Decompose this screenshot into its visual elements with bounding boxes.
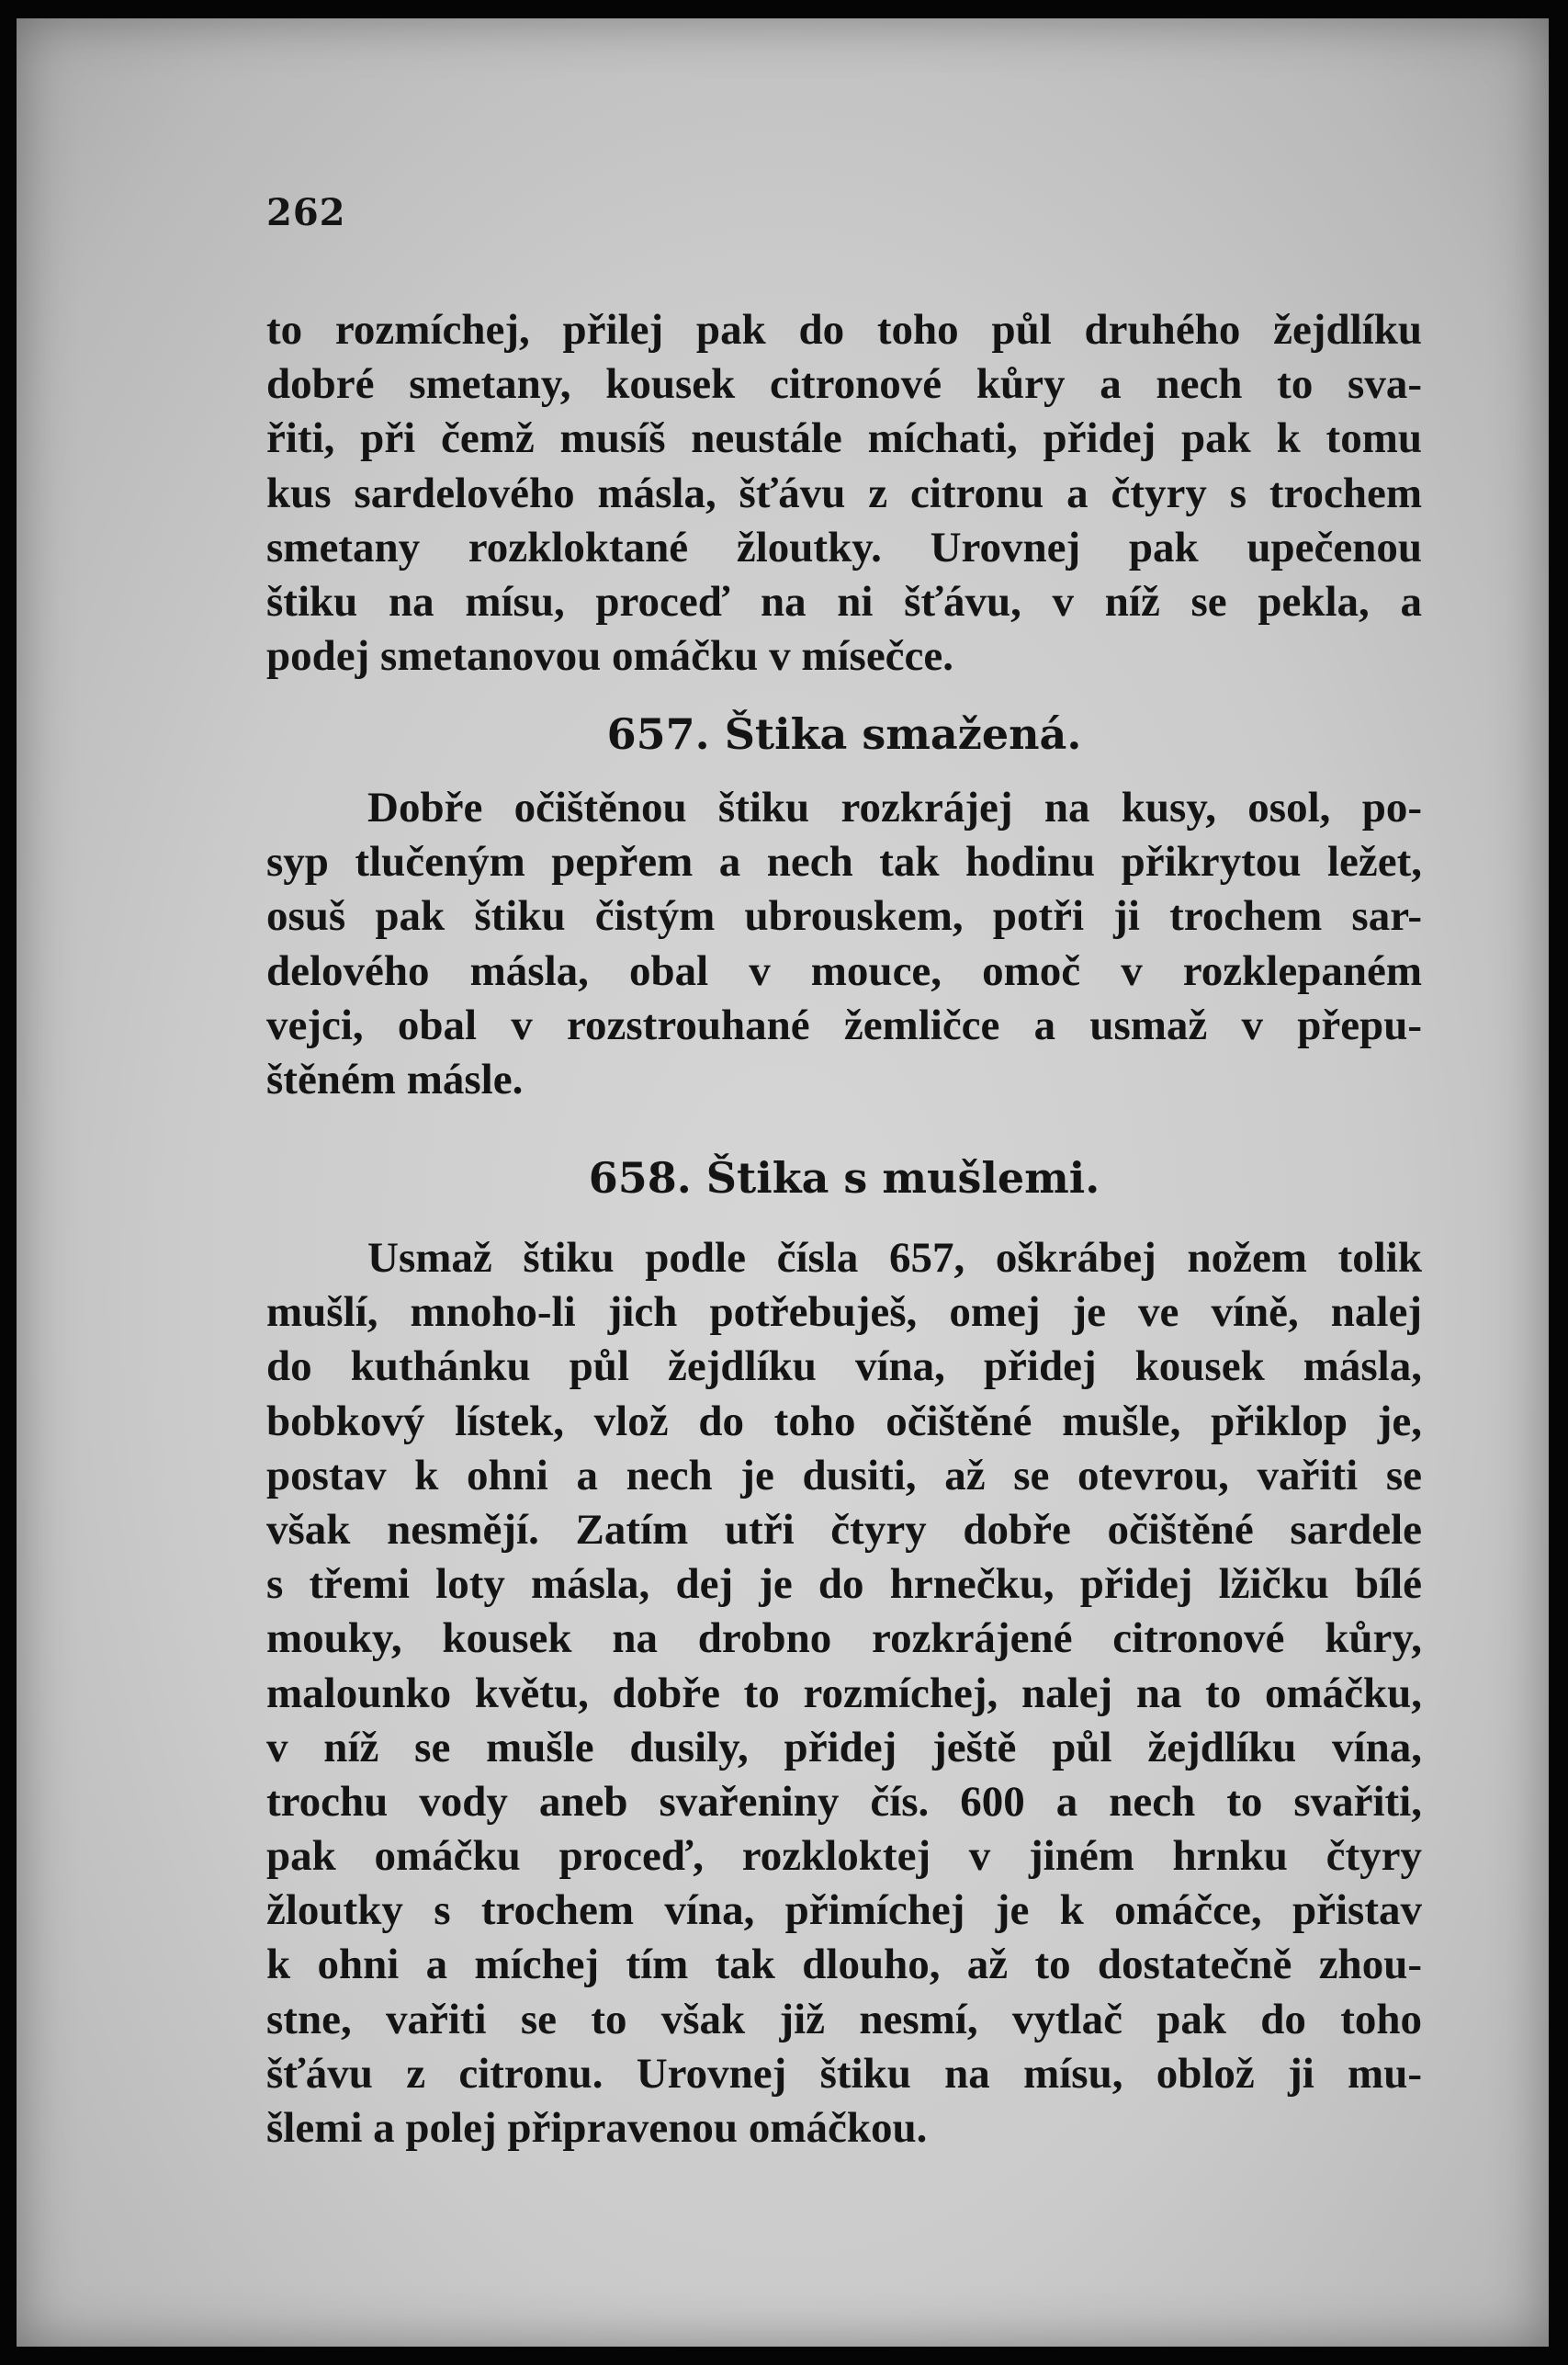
text-line: šťávu z citronu. Urovnej štiku na mísu, oblož ji mu- (266, 2049, 1422, 2098)
recipe-657-paragraph (266, 781, 1422, 1107)
text-line: řiti, při čemž musíš neustále míchati, přidej pak k tomu (266, 414, 1422, 463)
page-number: 262 (266, 191, 346, 234)
book-page (17, 18, 1549, 2347)
text-line: postav k ohni a nech je dusiti, až se otevrou, vařiti se (266, 1451, 1422, 1499)
text-line: mušlí, mnoho-li jich potřebuješ, omej je ve víně, nalej (266, 1288, 1422, 1337)
text-line: pak omáčku proceď, rozkloktej v jiném hrnku čtyry (266, 1832, 1422, 1881)
text-line: osuš pak štiku čistým ubrouskem, potři ji trochem sar- (266, 892, 1422, 941)
text-line: kus sardelového másla, šťávu z citronu a čtyry s trochem (266, 469, 1422, 517)
recipe-heading-657: 657. Štika smažená. (606, 709, 1082, 759)
text-line: do kuthánku půl žejdlíku vína, přidej kousek másla, (266, 1342, 1422, 1391)
text-line: štěném másle. (266, 1055, 524, 1103)
text-line: žloutky s trochem vína, přimíchej je k omáčce, přistav (266, 1886, 1422, 1935)
text-line: vejci, obal v rozstrouhané žemličce a usmaž v přepu- (266, 1001, 1422, 1049)
text-line: podej smetanovou omáčku v mísečce. (266, 632, 954, 681)
text-line: Usmaž štiku podle čísla 657, oškrábej nožem tolik (367, 1234, 1422, 1282)
text-line: však nesmějí. Zatím utři čtyry dobře očištěné sardele (266, 1505, 1422, 1554)
text-line: bobkový lístek, vlož do toho očištěné mušle, přiklop je, (266, 1397, 1422, 1445)
text-line: stne, vařiti se to však již nesmí, vytlač pak do toho (266, 1995, 1422, 2043)
text-line: štiku na mísu, proceď na ni šťávu, v níž se pekla, a (266, 577, 1422, 626)
text-line: syp tlučeným pepřem a nech tak hodinu přikrytou ležet, (266, 838, 1422, 887)
text-line: v níž se mušle dusily, přidej ještě půl žejdlíku vína, (266, 1723, 1422, 1771)
text-line: delového másla, obal v mouce, omoč v rozklepaném (266, 946, 1422, 995)
text-line: mouky, kousek na drobno rozkrájené citronové kůry, (266, 1614, 1422, 1663)
text-line: dobré smetany, kousek citronové kůry a nech to sva- (266, 360, 1422, 409)
text-line: s třemi loty másla, dej je do hrnečku, přidej lžičku bílé (266, 1560, 1422, 1609)
text-line: k ohni a míchej tím tak dlouho, až to dostatečně zhou- (266, 1941, 1422, 1989)
text-line: Dobře očištěnou štiku rozkrájej na kusy, osol, po- (367, 784, 1422, 832)
continued-paragraph (266, 303, 1422, 684)
recipe-heading-658: 658. Štika s mušlemi. (588, 1153, 1100, 1203)
text-line: to rozmíchej, přilej pak do toho půl druhého žejdlíku (266, 306, 1422, 354)
recipe-658-paragraph (266, 1231, 1422, 2156)
text-line: smetany rozkloktané žloutky. Urovnej pak upečenou (266, 523, 1422, 571)
text-line: malounko květu, dobře to rozmíchej, nalej na to omáčku, (266, 1669, 1422, 1717)
text-line: šlemi a polej připravenou omáčkou. (266, 2104, 928, 2152)
text-line: trochu vody aneb svařeniny čís. 600 a nech to svařiti, (266, 1777, 1422, 1826)
